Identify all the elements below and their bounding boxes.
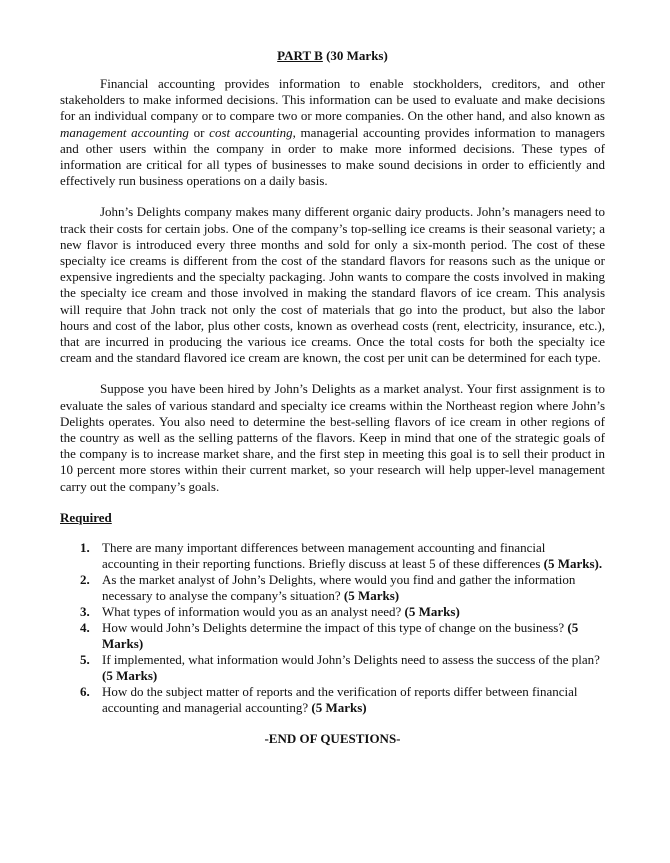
question-item xyxy=(80,540,605,572)
question-text: If implemented, what information would John’s Delights need to assess the success of the plan? xyxy=(102,651,600,667)
paragraph-market-analyst: Suppose you have been hired by John’s Delights as a market analyst. Your first assignment is to evaluate the sales of various standard and specialty ice creams within the Northeast region where John’s Delights operates. You also need to determine the best-selling flavors of ice cream in other regions of the country as well as the selling patterns of the flavors. Keep in mind that one of the strategic goals of the company is to increase market share, and the first step in meeting this goal is to sell their product in 10 percent more stores within their current market, so your research will help upper-level management carry out the company’s goals. xyxy=(60,381,605,494)
paragraph-text: , managerial accounting provides information to managers and other users within the company in order to make more informed decisions. These types of information are critical for all types of businesses to make sound decisions in order to efficiently and effectively run business operations on a daily basis. xyxy=(60,124,605,189)
question-marks: (5 Marks) xyxy=(102,619,579,651)
question-marks: (5 Marks) xyxy=(343,587,400,603)
question-number: 3. xyxy=(80,603,90,619)
question-marks: (5 Marks) xyxy=(102,667,158,683)
document-page xyxy=(60,48,605,747)
paragraph-text: Financial accounting provides information to enable stockholders, creditors, and other stakeholders to make informed decisions. This information can be used to evaluate and make decisions for an individual company or to compare two or more companies. On the other hand, and also known as xyxy=(60,76,605,124)
question-text: How would John’s Delights determine the impact of this type of change on the business? xyxy=(102,619,568,635)
question-text: There are many important differences between management accounting and financial accounting in their reporting functions. Briefly discuss at least 5 of these differences xyxy=(102,539,546,571)
question-number: 1. xyxy=(80,539,90,555)
question-item xyxy=(80,684,605,716)
question-number: 6. xyxy=(80,683,90,699)
question-number: 2. xyxy=(80,571,90,587)
question-list xyxy=(80,540,605,716)
page-title xyxy=(60,48,605,64)
emphasis-cost-accounting: cost accounting xyxy=(209,124,293,140)
paragraph-text: or xyxy=(188,124,210,140)
question-marks: (5 Marks) xyxy=(311,699,367,715)
end-of-questions: -END OF QUESTIONS- xyxy=(264,730,401,746)
question-text: What types of information would you as an analyst need? xyxy=(102,603,405,619)
question-item xyxy=(80,620,605,652)
part-marks: (30 Marks) xyxy=(326,48,388,63)
question-marks: (5 Marks) xyxy=(404,603,460,619)
question-marks: (5 Marks). xyxy=(543,555,603,571)
question-item xyxy=(80,652,605,684)
emphasis-management-accounting: management accounting xyxy=(60,124,189,140)
part-label: PART B xyxy=(277,48,323,63)
question-item xyxy=(80,604,605,620)
question-number: 4. xyxy=(80,619,90,635)
paragraph-johns-delights: John’s Delights company makes many different organic dairy products. John’s managers need to track their costs for certain jobs. One of the company’s top-selling ice creams is their seasonal variety; a new flavor is introduced every three months and sold for only a six-month period. The cost of these specialty ice creams is different from the cost of the standard flavors for reasons such as the unique or expensive ingredients and the specialty packaging. John wants to compare the costs involved in making the specialty ice cream and those involved in making the standard flavors of ice cream. This analysis will require that John track not only the cost of materials that go into the product, but also the labor hours and cost of the labor, plus other costs, known as overhead costs (rent, electricity, insurance, etc.), that are incurred in producing the various ice creams. Once the total costs for both the specialty ice cream and the standard flavored ice cream are known, the cost per unit can be determined for each type. xyxy=(60,204,605,366)
paragraph-financial-accounting xyxy=(60,76,605,189)
question-number: 5. xyxy=(80,651,90,667)
question-text: As the market analyst of John’s Delights, where would you find and gather the information necessary to analyse the company’s situation? xyxy=(102,571,576,603)
required-heading: Required xyxy=(60,509,112,525)
question-text: How do the subject matter of reports and the verification of reports differ between financial accounting and managerial accounting? xyxy=(102,683,578,715)
question-item xyxy=(80,572,605,604)
